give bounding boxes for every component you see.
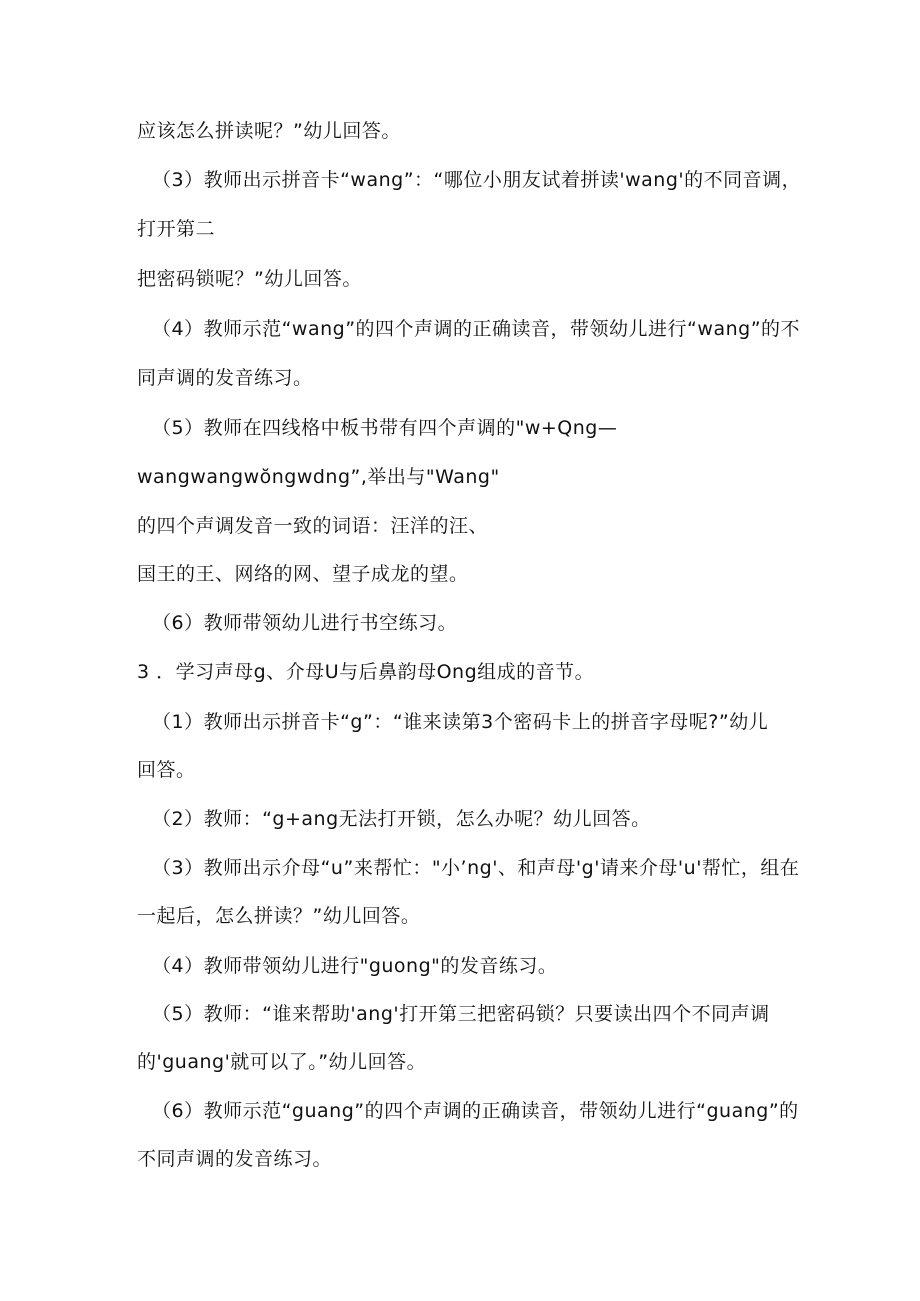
text-line: （5）教师：“谁来帮助'ang'打开第三把密码锁？只要读出四个不同声调	[152, 1003, 770, 1025]
text-line: （6）教师带领幼儿进行书空练习。	[152, 612, 458, 634]
text-line: （2）教师：“g+ang无法打开锁，怎么办呢？幼儿回答。	[152, 808, 651, 830]
text-line: （5）教师在四线格中板书带有四个声调的"w+Qng—	[152, 417, 618, 439]
text-line: 3 ．学习声母g、介母U与后鼻韵母Ong组成的音节。	[137, 661, 595, 683]
text-line: （4）教师示范“wang”的四个声调的正确读音，带领幼儿进行“wang”的不	[152, 318, 801, 340]
text-line: 不同声调的发音练习。	[137, 1148, 333, 1170]
text-line: 把密码锁呢？”幼儿回答。	[137, 268, 362, 290]
text-line: （1）教师出示拼音卡“g”：“谁来读第3个密码卡上的拼音字母呢?”幼儿	[152, 711, 769, 733]
text-line: （6）教师示范“guang”的四个声调的正确读音，带领幼儿进行“guang”的	[152, 1100, 799, 1122]
text-line: 同声调的发音练习。	[137, 367, 313, 389]
text-line: wangwangwŏngwdng”,举出与"Wang"	[137, 466, 500, 488]
text-line: 的四个声调发音一致的词语：汪洋的汪、	[137, 515, 489, 537]
text-line: 打开第二	[137, 218, 216, 240]
text-line: 回答。	[137, 759, 196, 781]
text-line: （3）教师出示拼音卡“wang”：“哪位小朋友试着拼读'wang'的不同音调，	[152, 169, 802, 191]
text-line: 的'guang'就可以了。”幼儿回答。	[137, 1051, 427, 1073]
text-line: 应该怎么拼读呢？”幼儿回答。	[137, 120, 401, 142]
text-line: （3）教师出示介母“u”来帮忙："小’ng'、和声母'g'请来介母'u'帮忙，组在	[152, 857, 800, 879]
text-line: 一起后，怎么拼读？”幼儿回答。	[137, 905, 421, 927]
text-line: 国王的王、网络的网、望子成龙的望。	[137, 563, 469, 585]
text-line: （4）教师带领幼儿进行"guong"的发音练习。	[152, 955, 558, 977]
